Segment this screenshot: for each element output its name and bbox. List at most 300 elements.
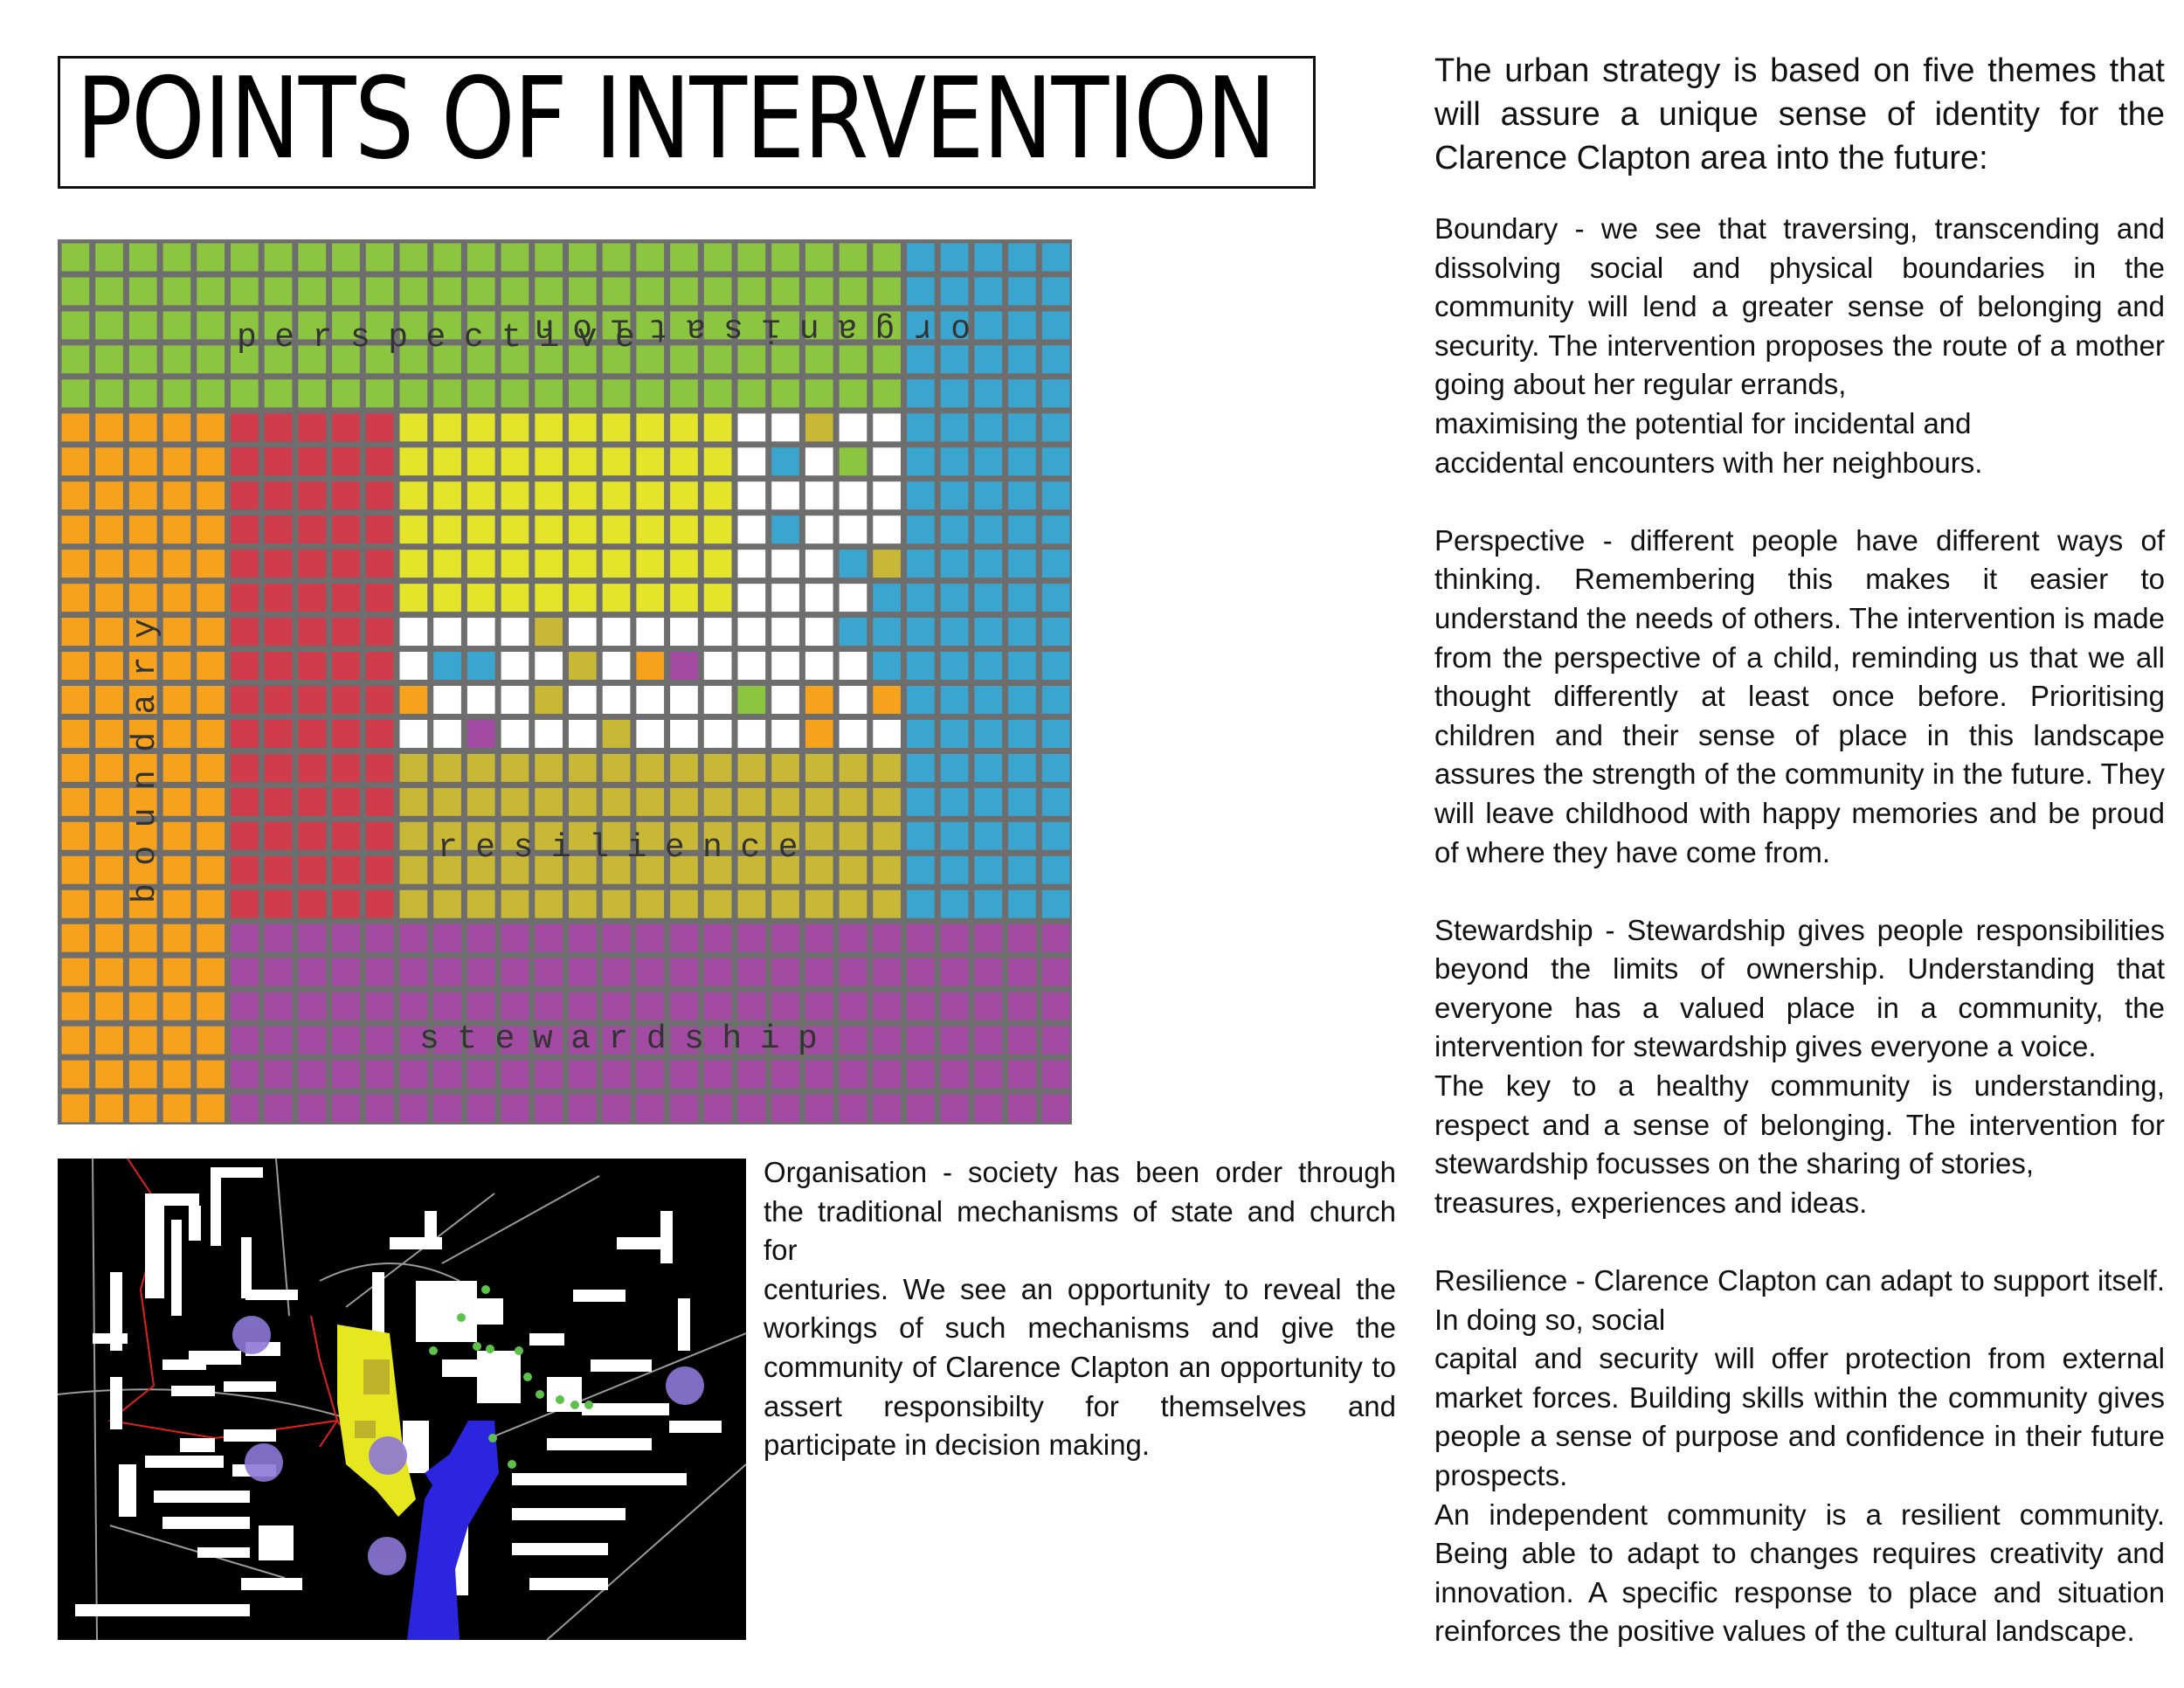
grid-cell xyxy=(265,652,293,680)
grid-cell xyxy=(569,618,597,646)
grid-cell xyxy=(332,924,360,952)
grid-cell xyxy=(366,652,394,680)
grid-cell xyxy=(974,1095,1002,1123)
grid-cell xyxy=(400,686,428,714)
grid-cell xyxy=(163,686,191,714)
grid-cell xyxy=(1008,720,1036,748)
grid-cell xyxy=(974,550,1002,578)
grid-cell xyxy=(704,515,732,543)
grid-cell xyxy=(265,788,293,816)
grid-cell xyxy=(603,618,631,646)
grid-cell xyxy=(569,379,597,407)
grid-cell xyxy=(501,277,529,305)
grid-cell xyxy=(974,413,1002,441)
grid-cell xyxy=(738,618,766,646)
grid-cell xyxy=(907,379,935,407)
grid-cell xyxy=(974,1061,1002,1089)
grid-cell xyxy=(1008,1061,1036,1089)
grid-cell xyxy=(1042,1061,1070,1089)
grid-cell xyxy=(670,584,698,612)
themes-text xyxy=(1434,210,2165,1651)
site-map-svg xyxy=(58,1159,746,1640)
grid-cell xyxy=(163,244,191,272)
grid-cell xyxy=(907,890,935,918)
grid-cell xyxy=(501,481,529,509)
grid-cell xyxy=(1008,1027,1036,1055)
grid-cell xyxy=(433,277,461,305)
grid-cell xyxy=(840,379,867,407)
grid-cell xyxy=(62,993,90,1020)
grid-cell xyxy=(298,481,326,509)
grid-cell xyxy=(771,1095,799,1123)
grid-cell xyxy=(129,958,157,986)
grid-cell xyxy=(1008,754,1036,782)
grid-cell xyxy=(332,890,360,918)
grid-cell xyxy=(501,993,529,1020)
boundary-text: Boundary - we see that traversing, transcending and dissolving social and physical boundaries in the community will lend a greater sense of belonging and security. The intervention proposes the route of a mother going about her regular errands, xyxy=(1434,212,2165,401)
grid-cell xyxy=(366,277,394,305)
grid-cell xyxy=(400,515,428,543)
grid-cell xyxy=(569,584,597,612)
grid-cell xyxy=(265,720,293,748)
grid-cell xyxy=(400,993,428,1020)
grid-cell xyxy=(501,584,529,612)
grid-cell xyxy=(974,1027,1002,1055)
grid-cell xyxy=(231,1095,259,1123)
grid-cell xyxy=(603,652,631,680)
grid-cell xyxy=(129,924,157,952)
grid-cell xyxy=(840,584,867,612)
grid-cell xyxy=(231,924,259,952)
grid-cell xyxy=(400,618,428,646)
grid-cell xyxy=(535,244,563,272)
grid-cell xyxy=(366,754,394,782)
grid-cell xyxy=(332,822,360,850)
grid-cell xyxy=(95,447,123,475)
grid-cell xyxy=(400,754,428,782)
grid-cell xyxy=(197,584,225,612)
boundary-text-3: accidental encounters with her neighbours. xyxy=(1434,446,1983,479)
grid-cell xyxy=(535,720,563,748)
grid-cell xyxy=(95,277,123,305)
grid-cell xyxy=(265,550,293,578)
grid-cell xyxy=(366,958,394,986)
grid-cell xyxy=(433,244,461,272)
grid-cell xyxy=(535,788,563,816)
grid-cell xyxy=(941,618,969,646)
grid-cell xyxy=(95,481,123,509)
grid-cell xyxy=(535,584,563,612)
grid-cell xyxy=(163,515,191,543)
grid-cell xyxy=(163,550,191,578)
grid-cell xyxy=(298,277,326,305)
grid-cell xyxy=(366,856,394,884)
grid-cell xyxy=(569,447,597,475)
grid-cell xyxy=(400,788,428,816)
grid-cell xyxy=(95,754,123,782)
grid-cell xyxy=(366,686,394,714)
grid-cell xyxy=(197,515,225,543)
grid-cell xyxy=(1042,652,1070,680)
grid-cell xyxy=(738,584,766,612)
label-organisation: organisation xyxy=(516,309,971,348)
grid-cell xyxy=(907,618,935,646)
grid-cell xyxy=(231,822,259,850)
grid-cell xyxy=(265,1095,293,1123)
grid-cell xyxy=(1042,618,1070,646)
grid-cell xyxy=(332,244,360,272)
grid-cell xyxy=(332,993,360,1020)
grid-cell xyxy=(1008,958,1036,986)
grid-cell xyxy=(265,584,293,612)
grid-cell xyxy=(771,993,799,1020)
grid-cell xyxy=(197,481,225,509)
grid-cell xyxy=(805,447,833,475)
grid-cell xyxy=(501,686,529,714)
grid-cell xyxy=(907,652,935,680)
grid-cell xyxy=(501,754,529,782)
grid-cell xyxy=(265,515,293,543)
grid-cell xyxy=(467,413,495,441)
grid-cell xyxy=(670,413,698,441)
grid-cell xyxy=(197,1027,225,1055)
grid-cell xyxy=(569,754,597,782)
grid-cell xyxy=(62,1095,90,1123)
grid-cell xyxy=(771,618,799,646)
grid-cell xyxy=(636,754,664,782)
grid-cell xyxy=(400,244,428,272)
grid-cell xyxy=(231,958,259,986)
grid-cell xyxy=(231,515,259,543)
grid-cell xyxy=(704,244,732,272)
organisation-text-1: Organisation - society has been order through the traditional mechanisms of state and church for xyxy=(764,1156,1396,1267)
grid-cell xyxy=(805,652,833,680)
grid-cell xyxy=(298,584,326,612)
grid-cell xyxy=(1042,447,1070,475)
grid-cell xyxy=(400,379,428,407)
grid-cell xyxy=(467,958,495,986)
grid-cell xyxy=(535,447,563,475)
grid-cell xyxy=(298,788,326,816)
grid-cell xyxy=(1008,924,1036,952)
grid-cell xyxy=(433,754,461,782)
grid-cell xyxy=(332,481,360,509)
grid-cell xyxy=(941,515,969,543)
grid-cell xyxy=(298,822,326,850)
grid-cell xyxy=(501,788,529,816)
grid-cell xyxy=(1042,993,1070,1020)
grid-cell xyxy=(433,890,461,918)
grid-cell xyxy=(298,413,326,441)
grid-cell xyxy=(873,584,901,612)
grid-cell xyxy=(805,788,833,816)
grid-cell xyxy=(941,686,969,714)
grid-cell xyxy=(95,550,123,578)
grid-cell xyxy=(670,958,698,986)
grid-cell xyxy=(95,993,123,1020)
grid-cell xyxy=(400,958,428,986)
grid-cell xyxy=(603,958,631,986)
grid-cell xyxy=(569,277,597,305)
grid-cell xyxy=(332,958,360,986)
grid-cell xyxy=(636,1061,664,1089)
grid-cell xyxy=(873,686,901,714)
grid-cell xyxy=(569,720,597,748)
grid-cell xyxy=(62,788,90,816)
grid-cell xyxy=(636,652,664,680)
grid-cell xyxy=(366,515,394,543)
grid-cell xyxy=(907,788,935,816)
grid-cell xyxy=(840,993,867,1020)
grid-cell xyxy=(535,277,563,305)
themes-grid-svg xyxy=(58,239,1072,1124)
grid-cell xyxy=(670,379,698,407)
grid-cell xyxy=(670,345,698,373)
grid-cell xyxy=(805,345,833,373)
grid-cell xyxy=(873,447,901,475)
grid-cell xyxy=(535,379,563,407)
intro-paragraph: The urban strategy is based on five themes that will assure a unique sense of identity for the Clarence Clapton area into the future: xyxy=(1434,52,2165,176)
grid-cell xyxy=(95,720,123,748)
grid-cell xyxy=(771,550,799,578)
grid-cell xyxy=(501,413,529,441)
grid-cell xyxy=(805,379,833,407)
grid-cell xyxy=(738,244,766,272)
grid-cell xyxy=(501,720,529,748)
grid-cell xyxy=(535,890,563,918)
grid-cell xyxy=(636,924,664,952)
grid-cell xyxy=(840,345,867,373)
grid-cell xyxy=(569,686,597,714)
grid-cell xyxy=(501,618,529,646)
grid-cell xyxy=(840,686,867,714)
grid-cell xyxy=(873,822,901,850)
label-boundary: boundary xyxy=(127,600,164,903)
grid-cell xyxy=(603,584,631,612)
grid-cell xyxy=(805,413,833,441)
grid-cell xyxy=(95,1027,123,1055)
grid-cell xyxy=(738,720,766,748)
grid-cell xyxy=(231,1061,259,1089)
grid-cell xyxy=(231,754,259,782)
grid-cell xyxy=(941,1095,969,1123)
label-resilience: resilience xyxy=(438,829,817,867)
grid-cell xyxy=(265,686,293,714)
grid-cell xyxy=(400,890,428,918)
grid-cell xyxy=(197,618,225,646)
grid-cell xyxy=(366,1027,394,1055)
grid-cell xyxy=(535,515,563,543)
grid-cell xyxy=(771,345,799,373)
grid-cell xyxy=(805,515,833,543)
grid-cell xyxy=(771,515,799,543)
grid-cell xyxy=(636,413,664,441)
grid-cell xyxy=(332,1027,360,1055)
grid-cell xyxy=(704,788,732,816)
grid-cell xyxy=(129,311,157,339)
grid-cell xyxy=(840,1061,867,1089)
grid-cell xyxy=(265,856,293,884)
grid-cell xyxy=(298,890,326,918)
grid-cell xyxy=(704,584,732,612)
grid-cell xyxy=(95,788,123,816)
grid-cell xyxy=(704,924,732,952)
grid-cell xyxy=(332,584,360,612)
grid-cell xyxy=(670,277,698,305)
grid-cell xyxy=(974,788,1002,816)
grid-cell xyxy=(941,379,969,407)
grid-cell xyxy=(941,481,969,509)
grid-cell xyxy=(400,720,428,748)
grid-cell xyxy=(704,652,732,680)
grid-cell xyxy=(298,686,326,714)
grid-cell xyxy=(704,958,732,986)
grid-cell xyxy=(840,754,867,782)
grid-cell xyxy=(738,413,766,441)
grid-cell xyxy=(433,618,461,646)
grid-cell xyxy=(298,1061,326,1089)
grid-cell xyxy=(231,1027,259,1055)
grid-cell xyxy=(501,1095,529,1123)
grid-cell xyxy=(129,1027,157,1055)
grid-cell xyxy=(400,277,428,305)
resilience-text: Resilience - Clarence Clapton can adapt to support itself. In doing so, social xyxy=(1434,1264,2165,1336)
grid-cell xyxy=(467,754,495,782)
grid-cell xyxy=(501,958,529,986)
grid-cell xyxy=(738,890,766,918)
grid-cell xyxy=(366,1095,394,1123)
grid-cell xyxy=(805,993,833,1020)
grid-cell xyxy=(366,924,394,952)
grid-cell xyxy=(163,584,191,612)
grid-cell xyxy=(298,652,326,680)
grid-cell xyxy=(163,447,191,475)
grid-cell xyxy=(1008,277,1036,305)
grid-cell xyxy=(873,379,901,407)
grid-cell xyxy=(636,379,664,407)
grid-cell xyxy=(433,481,461,509)
grid-cell xyxy=(704,686,732,714)
grid-cell xyxy=(805,958,833,986)
grid-cell xyxy=(738,515,766,543)
grid-cell xyxy=(535,754,563,782)
grid-cell xyxy=(197,1061,225,1089)
grid-cell xyxy=(163,379,191,407)
grid-cell xyxy=(231,584,259,612)
grid-cell xyxy=(704,550,732,578)
grid-cell xyxy=(298,958,326,986)
grid-cell xyxy=(535,1061,563,1089)
grid-cell xyxy=(840,481,867,509)
grid-cell xyxy=(197,924,225,952)
grid-cell xyxy=(941,1061,969,1089)
grid-cell xyxy=(569,481,597,509)
grid-cell xyxy=(163,958,191,986)
grid-cell xyxy=(738,1061,766,1089)
grid-cell xyxy=(298,244,326,272)
grid-cell xyxy=(95,413,123,441)
grid-cell xyxy=(907,686,935,714)
grid-cell xyxy=(840,652,867,680)
grid-cell xyxy=(265,244,293,272)
grid-cell xyxy=(332,652,360,680)
grid-cell xyxy=(467,447,495,475)
grid-cell xyxy=(941,822,969,850)
grid-cell xyxy=(636,788,664,816)
grid-cell xyxy=(197,958,225,986)
grid-cell xyxy=(636,277,664,305)
grid-cell xyxy=(197,447,225,475)
grid-cell xyxy=(433,993,461,1020)
grid-cell xyxy=(636,244,664,272)
grid-cell xyxy=(62,924,90,952)
grid-cell xyxy=(941,277,969,305)
grid-cell xyxy=(569,515,597,543)
grid-cell xyxy=(129,447,157,475)
grid-cell xyxy=(501,890,529,918)
grid-cell xyxy=(974,993,1002,1020)
grid-cell xyxy=(1042,244,1070,272)
grid-cell xyxy=(941,720,969,748)
grid-cell xyxy=(366,379,394,407)
grid-cell xyxy=(636,958,664,986)
grid-cell xyxy=(670,754,698,782)
grid-cell xyxy=(95,686,123,714)
grid-cell xyxy=(400,856,428,884)
grid-cell xyxy=(400,447,428,475)
grid-cell xyxy=(569,993,597,1020)
grid-cell xyxy=(265,413,293,441)
grid-cell xyxy=(603,686,631,714)
grid-cell xyxy=(433,720,461,748)
grid-cell xyxy=(95,584,123,612)
grid-cell xyxy=(298,856,326,884)
grid-cell xyxy=(265,1027,293,1055)
grid-cell xyxy=(771,652,799,680)
grid-cell xyxy=(670,788,698,816)
grid-cell xyxy=(873,618,901,646)
grid-cell xyxy=(569,788,597,816)
grid-cell xyxy=(400,413,428,441)
grid-cell xyxy=(400,822,428,850)
grid-cell xyxy=(603,413,631,441)
grid-cell xyxy=(974,856,1002,884)
grid-cell xyxy=(907,345,935,373)
grid-cell xyxy=(129,345,157,373)
grid-cell xyxy=(974,311,1002,339)
grid-cell xyxy=(501,447,529,475)
grid-cell xyxy=(771,244,799,272)
grid-cell xyxy=(197,856,225,884)
grid-cell xyxy=(738,1095,766,1123)
grid-cell xyxy=(163,277,191,305)
grid-cell xyxy=(400,550,428,578)
grid-cell xyxy=(433,652,461,680)
grid-cell xyxy=(95,958,123,986)
grid-cell xyxy=(197,822,225,850)
grid-cell xyxy=(840,958,867,986)
grid-cell xyxy=(974,652,1002,680)
grid-cell xyxy=(907,584,935,612)
grid-cell xyxy=(907,856,935,884)
grid-cell xyxy=(467,788,495,816)
grid-cell xyxy=(873,958,901,986)
grid-cell xyxy=(771,720,799,748)
grid-cell xyxy=(400,1095,428,1123)
grid-cell xyxy=(670,652,698,680)
grid-cell xyxy=(840,890,867,918)
grid-cell xyxy=(197,413,225,441)
